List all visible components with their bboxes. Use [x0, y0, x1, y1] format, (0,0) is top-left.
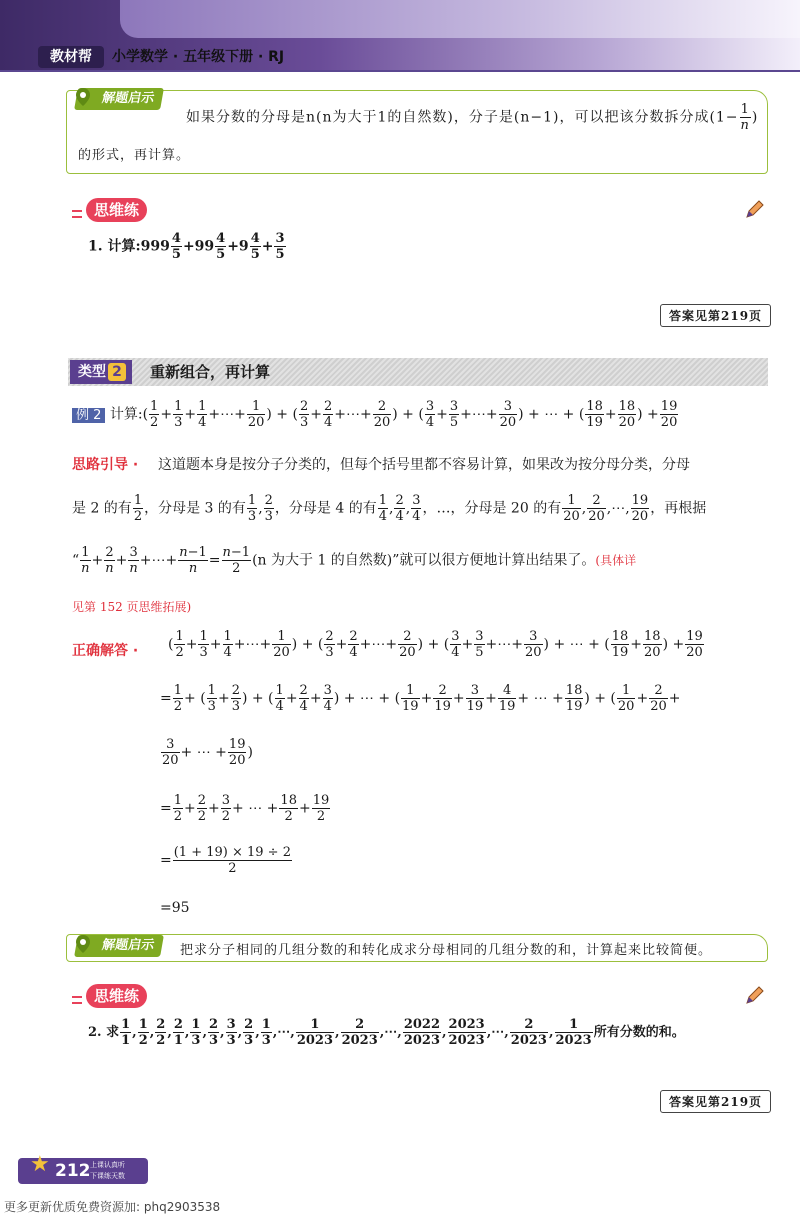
- location-pin-icon: [76, 88, 90, 106]
- watermark: 更多更新优质免费资源加: phq2903538: [4, 1200, 221, 1214]
- pencil-icon: [744, 198, 766, 220]
- question-1-term: +: [261, 238, 274, 255]
- fraction: $\frac{1}{3}$: [261, 1017, 271, 1048]
- fraction: $\frac{1}{n}$: [740, 102, 750, 133]
- page-number: 212: [55, 1161, 91, 1181]
- fraction: $\frac{18}{20}$: [618, 399, 636, 430]
- question-1-term: +9: [227, 238, 249, 255]
- pencil-icon: [744, 984, 766, 1006]
- fraction: $\frac{2}{3}$: [244, 1017, 254, 1048]
- fraction: $\frac{18}{19}$: [586, 399, 603, 430]
- answer-ref-1: 答案见第219页: [660, 304, 771, 327]
- solution-line-1: ( $\frac{1}{2}$ + $\frac{1}{3}$ + $\frac{1}{4}$ +⋯+ $\frac{1}{20}$ ) + ( $\frac{2}{3}$ + $\frac{2}{4}$ +⋯+ $\frac{2}{20}$ ) + ( $\frac{3}{4}$ + $\frac{3}{5}$ +⋯+ $\frac{3}{20}$ ) + ⋯ + ( $\frac{18}{19}$ + $\frac{18}{20}$ ) + $\frac{19}{20}$: [168, 629, 703, 660]
- fraction: $\frac{2}{20}$: [373, 399, 391, 430]
- section-bars-icon: [72, 210, 82, 222]
- fraction: $\frac{1}{20}$: [617, 683, 635, 714]
- hint-tag-2: 解题启示: [74, 935, 164, 957]
- fraction: $\frac{3}{20}$: [525, 629, 542, 660]
- question-2: 2. 求 $\frac{1}{1}$ , $\frac{1}{2}$ , $\frac{2}{2}$ , $\frac{2}{1}$ , $\frac{1}{3}$ , $\frac{2}{3}$ , $\frac{3}{3}$ , $\frac{2}{3}$ , $\frac{1}{3}$ ,⋯, $\frac{1}{2023}$ , $\frac{2}{2023}$ ,⋯, $\frac{2022}{2023}$ , $\frac{2023}{2023}$ ,⋯, $\frac{2}{2023}$ , $\frac{1}{2023}$ 所有分数的和。: [88, 1017, 685, 1048]
- fraction: $\frac{4}{5}$: [250, 231, 260, 262]
- fraction: $\frac{2}{4}$: [395, 493, 404, 524]
- solution-line-2: = $\frac{1}{2}$ + ( $\frac{1}{3}$ + $\frac{2}{3}$ ) + ( $\frac{1}{4}$ + $\frac{2}{4}$ + $\frac{3}{4}$ ) + ⋯ + ( $\frac{1}{19}$ + $\frac{2}{19}$ + $\frac{3}{19}$ + $\frac{4}{19}$ + ⋯ + $\frac{18}{19}$ ) + ( $\frac{1}{20}$ + $\frac{2}{20}$ +: [160, 683, 681, 714]
- fraction: $\frac{1}{4}$: [223, 629, 232, 660]
- fraction: $\frac{3}{5}$: [449, 399, 459, 430]
- slogan-line-1: 上课认真听: [90, 1161, 125, 1169]
- hint-1-line-2: 的形式，再计算。: [78, 148, 191, 163]
- fraction: $\frac{2}{3}$: [231, 683, 240, 714]
- fraction: $\frac{1}{3}$: [174, 399, 183, 430]
- fraction: $\frac{2}{3}$: [264, 493, 273, 524]
- fraction: $\frac{2}{3}$: [325, 629, 334, 660]
- fraction: $\frac{2}{2023}$: [510, 1017, 547, 1048]
- thinking-line-2: 是 2 的有 $\frac{1}{2}$ ，分母是 3 的有 $\frac{1}{3}$ , $\frac{2}{3}$ ，分母是 4 的有 $\frac{1}{4}$ , $\frac{2}{4}$ , $\frac{3}{4}$ ，…，分母是 20 的有 $\frac{1}{20}$ , $\frac{2}{20}$ ,⋯, $\frac{19}{20}$ ，再根据: [72, 493, 707, 524]
- siwei-tag-1: 思维练: [86, 198, 147, 222]
- fraction: $\frac{1}{2}$: [173, 793, 183, 824]
- fraction: $\frac{1}{20}$: [273, 629, 290, 660]
- fraction: $\frac{1}{4}$: [275, 683, 284, 714]
- fraction: $\frac{3}{5}$: [275, 231, 285, 262]
- fraction: $\frac{1}{3}$: [191, 1017, 201, 1048]
- fraction: $\frac{1}{n}$: [81, 545, 90, 576]
- fraction: $\frac{2022}{2023}$: [403, 1017, 440, 1048]
- fraction: $\frac{1}{19}$: [402, 683, 419, 714]
- fraction: $\frac{1}{20}$: [247, 399, 265, 430]
- fraction: $\frac{1}{20}$: [563, 493, 580, 524]
- solution-line-5: = $\frac{(1 + 19) \times 19 \div 2}{2}$: [160, 845, 291, 876]
- thinking-text: ，分母是 4 的有: [274, 500, 377, 517]
- header-title: 小学数学 · 五年级下册 · RJ: [112, 49, 285, 65]
- fraction: $\frac{2}{3}$: [299, 399, 309, 430]
- fraction: $\frac{1}{4}$: [198, 399, 207, 430]
- fraction: $\frac{3}{20}$: [499, 399, 517, 430]
- fraction: $\frac{3}{4}$: [412, 493, 421, 524]
- fraction: $\frac{2}{2}$: [197, 793, 207, 824]
- header-tag: 教材帮: [38, 46, 104, 68]
- fraction: $\frac{2}{4}$: [299, 683, 308, 714]
- solution-label: 正确解答 ·: [72, 643, 139, 659]
- fraction: $\frac{2}{19}$: [434, 683, 451, 714]
- fraction: $\frac{2}{n}$: [105, 545, 114, 576]
- question-1: [88, 232, 287, 261]
- fraction: $\frac{19}{20}$: [686, 629, 703, 660]
- star-icon: ★: [30, 1152, 50, 1177]
- fraction: $\frac{n-1}{n}$: [179, 545, 207, 576]
- question-2-tail: 所有分数的和。: [593, 1025, 685, 1040]
- fraction: $\frac{1}{1}$: [121, 1017, 131, 1048]
- fraction: $\frac{2}{2023}$: [341, 1017, 378, 1048]
- thinking-label: 思路引导 ·: [72, 457, 139, 473]
- solution-result: =95: [160, 900, 190, 916]
- location-pin-icon: [76, 935, 90, 953]
- fraction: $\frac{3}{4}$: [451, 629, 460, 660]
- fraction: $\frac{2}{1}$: [173, 1017, 183, 1048]
- hint-tag-1: 解题启示: [74, 88, 164, 110]
- fraction: $\frac{4}{5}$: [216, 231, 226, 262]
- hint-1-text-a: 如果分数的分母是n(n为大于1的自然数)，分子是(n−1)，可以把该分数拆分成(1−: [186, 109, 739, 126]
- fraction: $\frac{2}{20}$: [588, 493, 605, 524]
- type-title: 重新组合，再计算: [150, 363, 271, 381]
- thinking-note: (具体详: [595, 553, 637, 568]
- example-text: 计算:: [109, 406, 143, 423]
- type-tag: [70, 360, 132, 384]
- thinking-text: (n 为大于 1 的自然数)”就可以很方便地计算出结果了。: [252, 552, 596, 569]
- fraction: $\frac{1}{3}$: [199, 629, 208, 660]
- fraction: $\frac{3}{4}$: [323, 683, 332, 714]
- thinking-text: 是 2 的有: [72, 500, 132, 517]
- hint-1-line-1: 如果分数的分母是n(n为大于1的自然数)，分子是(n−1)，可以把该分数拆分成(1− $\frac{1}{n}$ ): [186, 102, 759, 133]
- fraction: $\frac{3}{19}$: [466, 683, 484, 714]
- fraction: $\frac{19}{2}$: [312, 793, 330, 824]
- fraction: $\frac{1}{2}$: [175, 629, 184, 660]
- fraction: $\frac{1}{3}$: [247, 493, 257, 524]
- thinking-text: ，…，分母是 20 的有: [422, 500, 562, 517]
- fraction: $\frac{(1 + 19) \times 19 \div 2}{2}$: [173, 845, 291, 876]
- fraction: $\frac{1}{2023}$: [555, 1017, 592, 1048]
- fraction: $\frac{3}{5}$: [475, 629, 484, 660]
- fraction: $\frac{4}{5}$: [171, 231, 181, 262]
- fraction: $\frac{18}{19}$: [611, 629, 629, 660]
- fraction: $\frac{2023}{2023}$: [448, 1017, 485, 1048]
- type-number: 2: [108, 363, 126, 381]
- thinking-line-3: “ $\frac{1}{n}$ + $\frac{2}{n}$ + $\frac{3}{n}$ +⋯+ $\frac{n-1}{n}$ = $\frac{n-1}{2}$ (n 为大于 1 的自然数)”就可以很方便地计算出结果了。(具体详: [72, 545, 637, 576]
- question-1-label: 1. 计算:999: [88, 238, 170, 255]
- fraction: $\frac{18}{19}$: [565, 683, 583, 714]
- example-label: 例 2: [72, 408, 105, 423]
- question-2-label: 2. 求: [88, 1025, 120, 1040]
- fraction: $\frac{1}{2}$: [138, 1017, 148, 1048]
- solution-line-4: = $\frac{1}{2}$ + $\frac{2}{2}$ + $\frac{3}{2}$ + ⋯ + $\frac{18}{2}$ + $\frac{19}{2}$: [160, 793, 330, 824]
- fraction: $\frac{n-1}{2}$: [222, 545, 251, 576]
- fraction: $\frac{1}{2}$: [133, 493, 143, 524]
- fraction: $\frac{1}{4}$: [378, 493, 388, 524]
- question-1-term: +99: [182, 238, 215, 255]
- fraction: $\frac{18}{20}$: [644, 629, 661, 660]
- fraction: $\frac{2}{4}$: [349, 629, 358, 660]
- thinking-line-1: 这道题本身是按分子分类的，但每个括号里都不容易计算，如果改为按分母分类，分母: [158, 457, 690, 473]
- fraction: $\frac{3}{n}$: [129, 545, 138, 576]
- fraction: $\frac{1}{2}$: [150, 399, 159, 430]
- section-bars-icon: [72, 996, 82, 1008]
- fraction: $\frac{1}{3}$: [207, 683, 216, 714]
- fraction: $\frac{3}{2}$: [221, 793, 231, 824]
- fraction: $\frac{2}{4}$: [323, 399, 333, 430]
- fraction: $\frac{1}{2023}$: [296, 1017, 334, 1048]
- solution-line-3: $\frac{3}{20}$ + ⋯ + $\frac{19}{20}$ ): [162, 737, 253, 768]
- slogan-line-2: 下课练天数: [90, 1172, 125, 1180]
- thinking-text: ，再根据: [650, 500, 707, 517]
- siwei-tag-2: 思维练: [86, 984, 147, 1008]
- thinking-text: ，分母是 3 的有: [144, 500, 246, 517]
- fraction: $\frac{19}{20}$: [228, 737, 246, 768]
- header-divider: [0, 70, 800, 72]
- fraction: $\frac{1}{2}$: [173, 683, 183, 714]
- fraction: $\frac{2}{20}$: [399, 629, 416, 660]
- type-label: 类型: [78, 364, 106, 380]
- fraction: $\frac{3}{4}$: [425, 399, 435, 430]
- fraction: $\frac{3}{20}$: [162, 737, 179, 768]
- fraction: $\frac{3}{3}$: [226, 1017, 236, 1048]
- fraction: $\frac{19}{20}$: [660, 399, 678, 430]
- fraction: $\frac{4}{19}$: [498, 683, 516, 714]
- fraction: $\frac{19}{20}$: [631, 493, 649, 524]
- header-decoration: [120, 0, 800, 38]
- fraction: $\frac{18}{2}$: [280, 793, 297, 824]
- example-2-line: 例 2 计算:( $\frac{1}{2}$ + $\frac{1}{3}$ + $\frac{1}{4}$ +⋯+ $\frac{1}{20}$ ) + ( $\frac{2}{3}$ + $\frac{2}{4}$ +⋯+ $\frac{2}{20}$ ) + ( $\frac{3}{4}$ + $\frac{3}{5}$ +⋯+ $\frac{3}{20}$ ) + ⋯ + ( $\frac{18}{19}$ + $\frac{18}{20}$ ) + $\frac{19}{20}$: [72, 400, 679, 429]
- answer-ref-2: 答案见第219页: [660, 1090, 771, 1113]
- fraction: $\frac{2}{3}$: [209, 1017, 219, 1048]
- thinking-note-2: 见第 152 页思维拓展): [72, 600, 192, 614]
- fraction: $\frac{2}{20}$: [650, 683, 667, 714]
- fraction: $\frac{2}{2}$: [156, 1017, 166, 1048]
- footer-slogan: [90, 1160, 125, 1182]
- hint-2-text: 把求分子相同的几组分数的和转化成求分母相同的几组分数的和，计算起来比较简便。: [180, 943, 713, 958]
